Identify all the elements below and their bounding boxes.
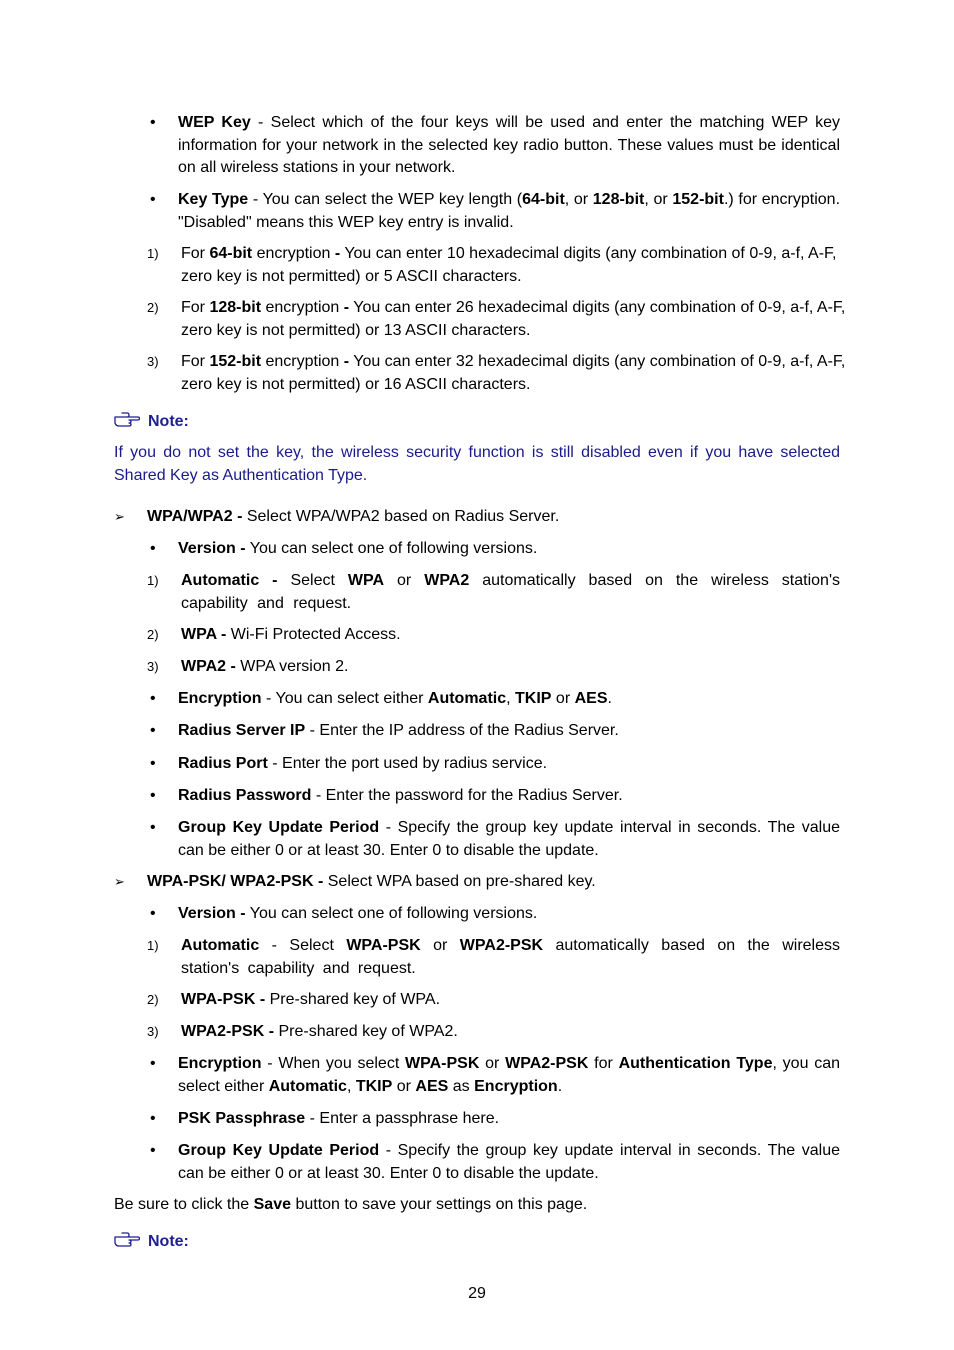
wep-key-description: WEP Key - Select which of the four keys will be used and enter the matching WEP key information for your network in the selected key radio button. These values must be identical on all wireless stations in your network. <box>178 114 840 176</box>
list-item: Automatic - Select WPA or WPA2 automatically based on the wireless station's capability and request. <box>181 572 841 612</box>
radius-port: Radius Port - Enter the port used by radius service. <box>178 755 548 772</box>
save-instruction: Be sure to click the Save button to save your settings on this page. <box>114 1196 588 1213</box>
list-number: 1) <box>147 938 159 953</box>
radius-server-ip: Radius Server IP - Enter the IP address of the Radius Server. <box>178 722 619 739</box>
bullet-marker: • <box>150 787 156 804</box>
list-number: 1) <box>147 246 159 261</box>
list-number: 3) <box>147 1024 159 1039</box>
bullet-marker: • <box>150 540 156 557</box>
bullet-marker: • <box>150 722 156 739</box>
wpa-version: Version - You can select one of following versions. <box>178 540 538 557</box>
wpa-encryption: Encryption - You can select either Automatic, TKIP or AES. <box>178 690 612 707</box>
list-item: For 152-bit encryption - You can enter 32 hexadecimal digits (any combination of 0-9, a-f, A-F, zero key is not permitted) or 16 ASCII characters. <box>181 353 846 393</box>
bullet-marker: • <box>150 191 156 208</box>
radius-password: Radius Password - Enter the password for the Radius Server. <box>178 787 623 804</box>
key-type-description: Key Type - You can select the WEP key length (64-bit, or 128-bit, or 152-bit.) for encryption. "Disabled" means this WEP key entry is invalid. <box>178 191 841 231</box>
bullet-marker: • <box>150 690 156 707</box>
wpa-heading: WPA/WPA2 - Select WPA/WPA2 based on Radius Server. <box>147 508 560 525</box>
list-number: 3) <box>147 659 159 674</box>
pointing-hand-icon <box>114 412 140 428</box>
bullet-marker: • <box>150 755 156 772</box>
list-item: WPA2 - WPA version 2. <box>181 658 349 675</box>
pointing-hand-icon <box>114 1232 140 1248</box>
list-number: 3) <box>147 354 159 369</box>
bullet-marker: • <box>150 1055 156 1072</box>
list-number: 2) <box>147 300 159 315</box>
list-number: 2) <box>147 992 159 1007</box>
psk-heading: WPA-PSK/ WPA2-PSK - Select WPA based on pre-shared key. <box>147 873 596 890</box>
list-number: 2) <box>147 627 159 642</box>
list-item: For 128-bit encryption - You can enter 26 hexadecimal digits (any combination of 0-9, a-f, A-F, zero key is not permitted) or 13 ASCII characters. <box>181 299 846 339</box>
list-item: WPA-PSK - Pre-shared key of WPA. <box>181 991 441 1008</box>
list-item: WPA2-PSK - Pre-shared key of WPA2. <box>181 1023 458 1040</box>
bullet-marker: • <box>150 1142 156 1159</box>
list-item: Automatic - Select WPA-PSK or WPA2-PSK automatically based on the wireless station's capability and request. <box>181 937 841 977</box>
note-heading: Note: <box>114 411 189 434</box>
wpa-group-key-period: Group Key Update Period - Specify the group key update interval in seconds. The value can be either 0 or at least 30. Enter 0 to disable the update. <box>178 819 840 859</box>
list-item: For 64-bit encryption - You can enter 10 hexadecimal digits (any combination of 0-9, a-f, A-F, zero key is not permitted) or 5 ASCII characters. <box>181 245 837 285</box>
bullet-marker: • <box>150 819 156 836</box>
page-number: 29 <box>468 1285 486 1302</box>
psk-passphrase: PSK Passphrase - Enter a passphrase here. <box>178 1110 500 1127</box>
list-number: 1) <box>147 573 159 588</box>
psk-encryption: Encryption - When you select WPA-PSK or WPA2-PSK for Authentication Type, you can select either Automatic, TKIP or AES as Encryption. <box>178 1055 841 1095</box>
bullet-marker: • <box>150 114 156 131</box>
arrow-bullet-icon: ➢ <box>114 874 125 889</box>
note-heading: Note: <box>114 1231 189 1254</box>
bullet-marker: • <box>150 1110 156 1127</box>
psk-group-key-period: Group Key Update Period - Specify the group key update interval in seconds. The value can be either 0 or at least 30. Enter 0 to disable the update. <box>178 1142 840 1182</box>
note-text: If you do not set the key, the wireless security function is still disabled even if you have selected Shared Key as Authentication Type. <box>114 444 840 484</box>
psk-version: Version - You can select one of following versions. <box>178 905 538 922</box>
arrow-bullet-icon: ➢ <box>114 509 125 524</box>
bullet-marker: • <box>150 905 156 922</box>
list-item: WPA - Wi-Fi Protected Access. <box>181 626 401 643</box>
